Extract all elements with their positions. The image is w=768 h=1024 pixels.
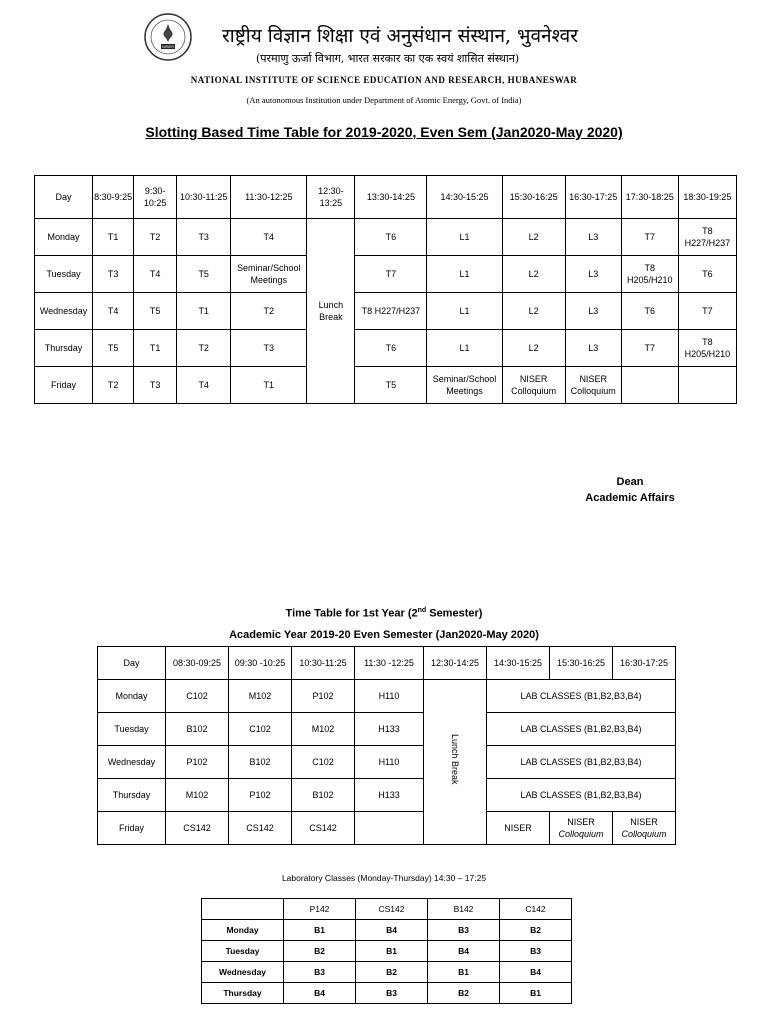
header-cell: 16:30-17:25 [613,647,676,680]
colloquium-cell: NISER Colloquium [550,812,613,845]
batch-cell: B4 [356,920,428,941]
lab-classes-table [201,898,572,1004]
table-row [98,779,676,812]
slot-cell: B102 [166,713,229,746]
table-row [35,293,737,330]
day-cell: Wednesday [202,962,284,983]
batch-cell: B1 [356,941,428,962]
slot-cell: T3 [231,330,307,367]
slot-cell: T1 [231,367,307,404]
header-cell: 15:30-16:25 [550,647,613,680]
slot-cell: M102 [292,713,355,746]
slot-cell: C102 [292,746,355,779]
slot-cell: CS142 [166,812,229,845]
day-cell: Monday [98,680,166,713]
day-cell: Tuesday [98,713,166,746]
header-cell: 10:30-11:25 [177,176,231,219]
slot-cell [621,367,678,404]
slot-cell: T3 [177,219,231,256]
slot-cell: T1 [134,330,177,367]
slot-cell: B102 [292,779,355,812]
header-cell: 09:30 -10:25 [229,647,292,680]
lab-classes-cell: LAB CLASSES (B1,B2,B3,B4) [487,713,676,746]
niser-logo [143,12,193,62]
slot-cell: T4 [177,367,231,404]
day-cell: Wednesday [98,746,166,779]
table-header-row [35,176,737,219]
batch-cell: B2 [428,983,500,1004]
timetable2-title: Time Table for 1st Year (2nd Semester) [285,607,483,620]
header-cell: 11:30-12:25 [231,176,307,219]
slot-cell: T4 [93,293,134,330]
slot-cell: Seminar/School Meetings [231,256,307,293]
timetable1-title: Slotting Based Time Table for 2019-2020, Even Sem (Jan2020-May 2020) [145,124,623,140]
slot-cell: T4 [134,256,177,293]
header-cell: 12:30-13:25 [307,176,355,219]
institute-subtitle-hindi: (परमाणु ऊर्जा विभाग, भारत सरकार का एक स्वयं शासित संस्थान) [256,52,520,65]
day-cell: Tuesday [202,941,284,962]
slot-cell [678,367,736,404]
header-cell: B142 [428,899,500,920]
batch-cell: B2 [500,920,572,941]
slot-cell: T7 [355,256,427,293]
slot-cell: M102 [229,680,292,713]
slot-cell: CS142 [292,812,355,845]
batch-cell: B1 [428,962,500,983]
signature-dean: Dean [616,476,644,488]
slot-cell: L1 [427,330,502,367]
table-row [35,330,737,367]
batch-cell: B2 [284,941,356,962]
header-cell: 18:30-19:25 [678,176,736,219]
slot-cell: H133 [355,779,424,812]
batch-cell: B4 [284,983,356,1004]
slot-cell: T8 H227/H237 [678,219,736,256]
slot-cell: L2 [502,219,565,256]
header-cell: 11:30 -12:25 [355,647,424,680]
batch-cell: B3 [500,941,572,962]
slot-cell: P102 [229,779,292,812]
day-cell: Wednesday [35,293,93,330]
batch-cell: B4 [500,962,572,983]
header-cell: 9:30-10:25 [134,176,177,219]
lab-classes-cell: LAB CLASSES (B1,B2,B3,B4) [487,746,676,779]
lab-classes-cell: LAB CLASSES (B1,B2,B3,B4) [487,680,676,713]
slot-cell: T5 [355,367,427,404]
slot-cell: M102 [166,779,229,812]
lab-table-title: Laboratory Classes (Monday-Thursday) 14:30 – 17:25 [281,873,487,883]
header-cell: CS142 [356,899,428,920]
lunch-break-cell: Lunch Break [307,219,355,404]
slot-cell: L3 [565,293,621,330]
slot-cell: T8 H227/H237 [355,293,427,330]
table-row [98,680,676,713]
slot-cell: T7 [621,219,678,256]
day-cell: Thursday [98,779,166,812]
day-cell: Tuesday [35,256,93,293]
slot-cell: T2 [177,330,231,367]
slot-cell [355,812,424,845]
table-header-row [98,647,676,680]
header-cell: 08:30-09:25 [166,647,229,680]
timetable2-subtitle: Academic Year 2019-20 Even Semester (Jan2020-May 2020) [229,629,539,641]
batch-cell: B3 [284,962,356,983]
day-cell: Monday [35,219,93,256]
slot-cell: P102 [166,746,229,779]
slot-cell: L2 [502,293,565,330]
slotting-timetable [34,175,737,404]
slot-cell: T2 [134,219,177,256]
slot-cell: T2 [93,367,134,404]
slot-cell: P102 [292,680,355,713]
lab-classes-cell: LAB CLASSES (B1,B2,B3,B4) [487,779,676,812]
day-cell: Thursday [35,330,93,367]
table-row [202,920,572,941]
slot-cell: T7 [621,330,678,367]
table-row [202,983,572,1004]
batch-cell: B3 [428,920,500,941]
first-year-timetable [97,646,676,845]
slot-cell: L2 [502,330,565,367]
header-cell: 14:30-15:25 [427,176,502,219]
slot-cell: T8 H205/H210 [678,330,736,367]
header-cell: 16:30-17:25 [565,176,621,219]
colloquium-cell: NISER Colloquium [613,812,676,845]
slot-cell: CS142 [229,812,292,845]
table-row [98,812,676,845]
slot-cell: C102 [229,713,292,746]
svg-text:NISER: NISER [161,44,175,49]
table-row [35,256,737,293]
slot-cell: H110 [355,680,424,713]
slot-cell: L1 [427,256,502,293]
batch-cell: B1 [500,983,572,1004]
slot-cell: NISER Colloquium [502,367,565,404]
header-cell: 8:30-9:25 [93,176,134,219]
slot-cell: L3 [565,256,621,293]
batch-cell: B1 [284,920,356,941]
header-cell: 10:30-11:25 [292,647,355,680]
slot-cell: T5 [93,330,134,367]
batch-cell: B4 [428,941,500,962]
header-cell [202,899,284,920]
slot-cell: T6 [678,256,736,293]
slot-cell: T5 [134,293,177,330]
institute-subtitle-english: (An autonomous Institution under Department of Atomic Energy, Govt. of India) [246,95,522,105]
slot-cell: B102 [229,746,292,779]
header-cell: Day [98,647,166,680]
slot-cell: H110 [355,746,424,779]
slot-cell: T5 [177,256,231,293]
header-cell: 17:30-18:25 [621,176,678,219]
batch-cell: B2 [356,962,428,983]
slot-cell: T3 [93,256,134,293]
day-cell: Friday [35,367,93,404]
day-cell: Friday [98,812,166,845]
table-row [35,219,737,256]
slot-cell: T6 [355,330,427,367]
slot-cell: H133 [355,713,424,746]
table-row [98,746,676,779]
header-cell: 13:30-14:25 [355,176,427,219]
table-row [202,941,572,962]
slot-cell: NISER [487,812,550,845]
header-cell: C142 [500,899,572,920]
table-row [35,367,737,404]
slot-cell: L3 [565,219,621,256]
slot-cell: T1 [93,219,134,256]
slot-cell: T3 [134,367,177,404]
slot-cell: NISER Colloquium [565,367,621,404]
slot-cell: T6 [621,293,678,330]
lunch-break-label: Lunch Break [450,733,460,785]
slot-cell: Seminar/School Meetings [427,367,502,404]
batch-cell: B3 [356,983,428,1004]
signature-block [570,474,690,506]
slot-cell: T2 [231,293,307,330]
institute-name-hindi: राष्ट्रीय विज्ञान शिक्षा एवं अनुसंधान संस्थान, भुवनेश्वर [222,25,578,47]
slot-cell: C102 [166,680,229,713]
slot-cell: T1 [177,293,231,330]
institute-name-english: NATIONAL INSTITUTE OF SCIENCE EDUCATION AND RESEARCH, HUBANESWAR [190,75,578,85]
slot-cell: L3 [565,330,621,367]
lunch-break-cell [424,680,487,845]
slot-cell: L1 [427,219,502,256]
slot-cell: L2 [502,256,565,293]
header-cell: 12:30-14:25 [424,647,487,680]
header-cell: 14:30-15:25 [487,647,550,680]
slot-cell: L1 [427,293,502,330]
day-cell: Thursday [202,983,284,1004]
slot-cell: T8 H205/H210 [621,256,678,293]
slot-cell: T4 [231,219,307,256]
table-row [98,713,676,746]
slot-cell: T7 [678,293,736,330]
header-cell: P142 [284,899,356,920]
table-row [202,962,572,983]
table-header-row [202,899,572,920]
header-cell: 15:30-16:25 [502,176,565,219]
day-cell: Monday [202,920,284,941]
header-cell: Day [35,176,93,219]
signature-title: Academic Affairs [585,492,675,504]
slot-cell: T6 [355,219,427,256]
